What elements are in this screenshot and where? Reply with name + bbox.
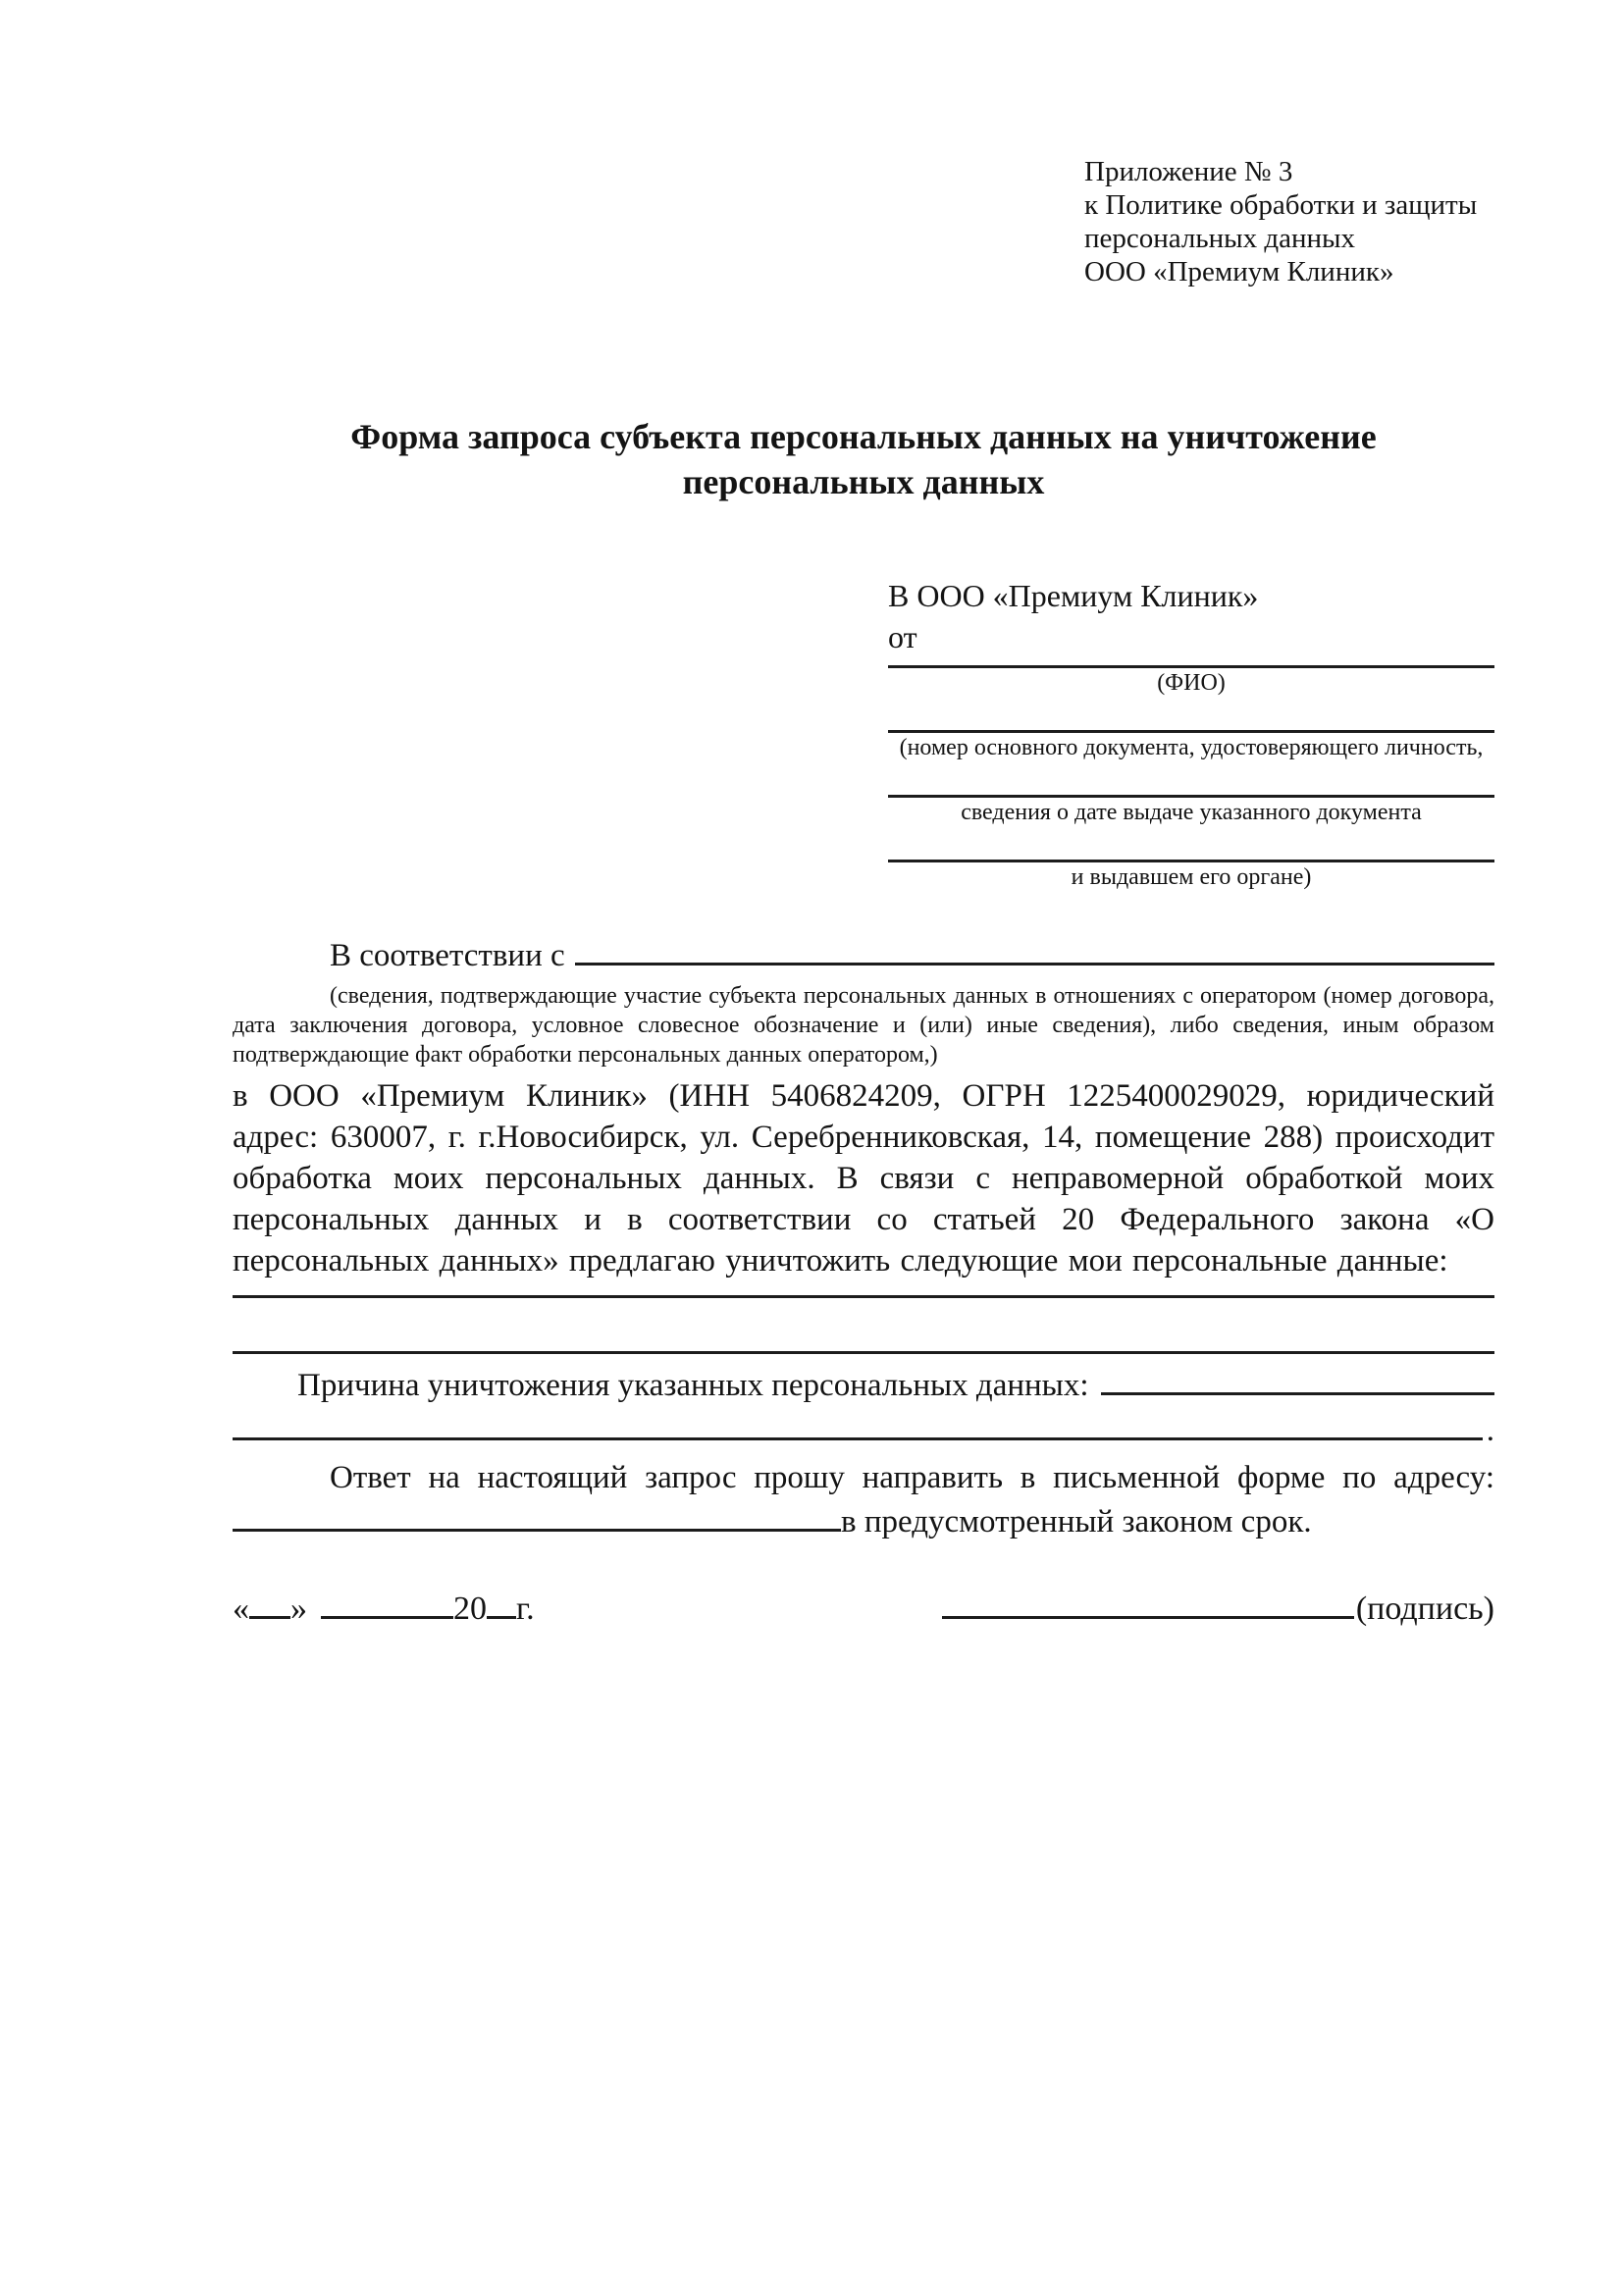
issuing-authority-blank-line (888, 826, 1494, 862)
accordance-label: В соответствии с (330, 938, 565, 973)
reply-address-row (233, 1499, 1494, 1544)
reply-tail: в предусмотренный законом срок. (841, 1504, 1312, 1539)
appendix-header-line: персональных данных (1084, 223, 1356, 254)
date-year-suffix: г. (516, 1591, 535, 1627)
signature-blank-line (942, 1616, 1354, 1619)
date-signature-row (233, 1588, 1494, 1631)
personal-data-blank-line (233, 1281, 1494, 1298)
signature-caption: (подпись) (1355, 1591, 1494, 1627)
issue-date-blank-line (888, 761, 1494, 798)
document-title: Форма запроса субъекта персональных данных на уничтожение персональных данных (350, 417, 1377, 501)
reason-row (233, 1364, 1494, 1407)
appendix-header (1084, 155, 1494, 288)
accordance-row (233, 934, 1494, 977)
date-open-quote: « (233, 1591, 249, 1627)
reason-blank-line (1101, 1392, 1494, 1395)
reply-sentence: Ответ на настоящий запрос прошу направить в письменной форме по адресу: (330, 1460, 1494, 1495)
appendix-header-line: ООО «Премиум Клиник» (1084, 256, 1394, 287)
document-number-blank-line (888, 697, 1494, 733)
document-number-caption: (номер основного документа, удостоверяющего личность, (899, 735, 1484, 760)
date-month-blank (321, 1616, 453, 1619)
date-field (233, 1588, 535, 1631)
addressee-block (888, 575, 1494, 891)
main-paragraph: в ООО «Премиум Клиник» (ИНН 5406824209, ОГРН 1225400029029, юридический адрес: 630007, г. г.Новосибирск, ул. Серебренниковская, 14, помещение 288) происходит обработка моих персональных данных. В связи с неправомерной обработкой моих персональных данных и в соответствии со статьей 20 Федерального закона «О персональных данных» предлагаю уничтожить следующие мои персональные данные: (233, 1078, 1494, 1278)
issue-date-caption: сведения о дате выдаче указанного документа (961, 800, 1422, 825)
reply-address-blank-line (233, 1529, 841, 1532)
addressee-to: В ООО «Премиум Клиник» (888, 578, 1259, 613)
date-day-blank (249, 1616, 290, 1619)
reason-continuation-row (233, 1407, 1494, 1454)
date-close-quote: » (290, 1591, 307, 1627)
line-terminator: . (1486, 1413, 1494, 1448)
personal-data-blank-line (233, 1298, 1494, 1354)
fio-blank-line (888, 657, 1494, 668)
accordance-footnote: (сведения, подтверждающие участие субъекта персональных данных в отношениях с оператором (номер договора, дата заключения договора, условное словесное обозначение и (или) иные сведения), либо сведения, иным образом подтверждающие факт обработки персональных данных оператором,) (233, 983, 1494, 1068)
signature-field (942, 1588, 1494, 1631)
fio-caption: (ФИО) (1157, 670, 1226, 696)
date-year-blank (487, 1616, 516, 1619)
reason-continuation-blank-line (233, 1437, 1483, 1440)
appendix-header-line: к Политике обработки и защиты (1084, 189, 1478, 221)
addressee-from-label: от (888, 619, 917, 654)
appendix-header-line: Приложение № 3 (1084, 156, 1293, 187)
accordance-blank-line (575, 963, 1494, 965)
date-year-prefix: 20 (453, 1591, 487, 1627)
issuing-authority-caption: и выдавшем его органе) (1071, 864, 1312, 890)
reason-label: Причина уничтожения указанных персональных данных: (297, 1368, 1089, 1403)
